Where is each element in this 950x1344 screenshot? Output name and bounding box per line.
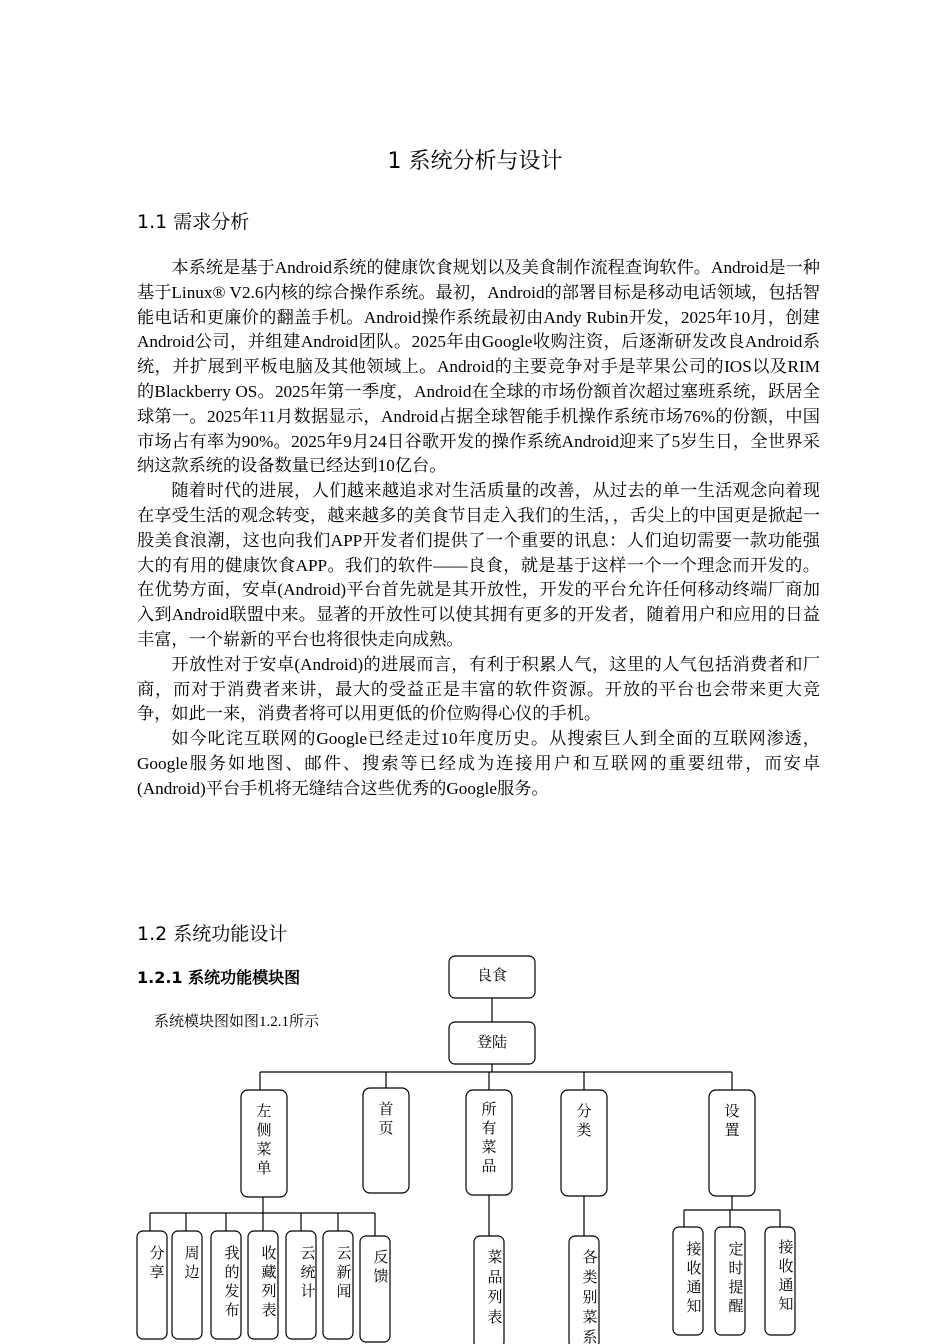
node-home-label: 首页 (378, 1100, 394, 1137)
node-category-label: 分类 (576, 1102, 592, 1139)
node-timed-reminder-label: 定时提醒 (728, 1240, 744, 1315)
node-favorites-label: 收藏列表 (261, 1244, 277, 1319)
paragraph: 开放性对于安卓(Android)的进展而言，有利于积累人气，这里的人气包括消费者和厂商，而对于消费者来讲，最大的受益正是丰富的软件资源。开放的平台也会带来更大竞争，如此一来，消费者将可以用更低的价位购得心仪的手机。 (137, 654, 820, 724)
node-all-dishes-label: 所有菜品 (481, 1100, 497, 1175)
node-settings-label: 设置 (724, 1102, 740, 1139)
node-my-posts-label: 我的发布 (224, 1244, 240, 1319)
paragraph: 本系统是基于Android系统的健康饮食规划以及美食制作流程查询软件。Android是一种基于Linux® V2.6内核的综合操作系统。最初，Android的部署目标是移动电话领域，包括智能电话和更廉价的翻盖手机。Android操作系统最初由Andy Rubin开发，2025年10月，创建Android公司，并组建Android团队。2025年由Google收购注资，后逐渐研发改良Android系统，并扩展到平板电脑及其他领域上。Android的主要竞争对手是苹果公司的IOS以及RIM的Blackberry OS。2025年第一季度，Android在全球的市场份额首次超过塞班系统，跃居全球第一。2025年11月数据显示，Android占据全球智能手机操作系统市场76%的份额，中国市场占有率为90%。2025年9月24日谷歌开发的操作系统Android迎来了5岁生日，全世界采纳这款系统的设备数量已经达到10亿台。 (137, 258, 820, 476)
node-left-menu-label: 左侧菜单 (256, 1102, 272, 1177)
node-cloud-stats-label: 云统计 (300, 1244, 316, 1300)
node-root-label: 良食 (476, 966, 508, 984)
node-login-label: 登陆 (476, 1033, 508, 1051)
node-receive-notice-1-label: 接收通知 (686, 1240, 702, 1315)
subsection-heading-module-diagram: 1.2.1 系统功能模块图 (137, 968, 301, 987)
section-heading-function-design: 1.2 系统功能设计 (137, 923, 288, 945)
figure-caption: 系统模块图如图1.2.1所示 (154, 1014, 320, 1030)
node-dish-list-label: 菜品列表 (487, 1248, 503, 1326)
paragraph: 如今叱诧互联网的Google已经走过10年度历史。从搜索巨人到全面的互联网渗透，Google服务如地图、邮件、搜索等已经成为连接用户和互联网的重要纽带，而安卓(Android)平台手机将无缝结合这些优秀的Google服务。 (137, 729, 820, 798)
node-cloud-news-label: 云新闻 (336, 1244, 352, 1300)
node-cuisine-types-label: 各类别菜系 (582, 1248, 598, 1344)
node-feedback-label: 反馈 (373, 1248, 389, 1285)
node-receive-notice-2-label: 接收通知 (778, 1238, 794, 1313)
node-share-label: 分享 (149, 1244, 165, 1281)
section-heading-requirements: 1.1 需求分析 (137, 211, 250, 233)
node-nearby-label: 周边 (184, 1244, 200, 1281)
paragraph: 随着时代的进展，人们越来越追求对生活质量的改善，从过去的单一生活观念向着现在享受生活的观念转变，越来越多的美食节目走入我们的生活，，舌尖上的中国更是掀起一股美食浪潮，这也向我们APP开发者们提供了一个重要的讯息：人们迫切需要一款功能强大的有用的健康饮食APP。我们的软件——良食，就是基于这样一个一个理念而开发的。在优势方面，安卓(Android)平台首先就是其开放性，开发的平台允许任何移动终端厂商加入到Android联盟中来。显著的开放性可以使其拥有更多的开发者，随着用户和应用的日益丰富，一个崭新的平台也将很快走向成熟。 (137, 481, 820, 649)
chapter-title: 1 系统分析与设计 (387, 149, 563, 174)
